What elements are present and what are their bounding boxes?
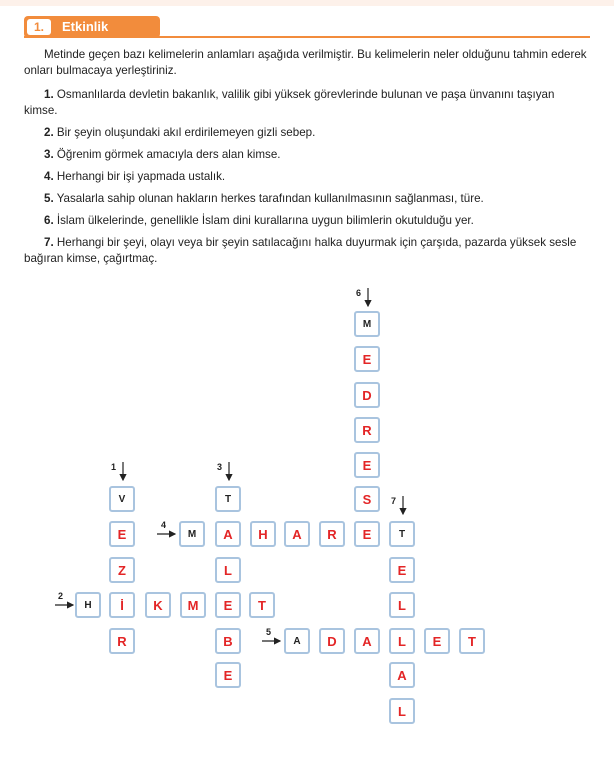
crossword-cell[interactable]: T [389, 521, 415, 547]
clue-6: 6. İslam ülkelerinde, genellikle İslam dini kurallarına uygun bilimlerin okutulduğu yer. [44, 214, 474, 227]
crossword-cell[interactable]: T [249, 592, 275, 618]
crossword-cell[interactable]: T [215, 486, 241, 512]
crossword-cell[interactable]: L [389, 592, 415, 618]
crossword-cell[interactable]: R [319, 521, 345, 547]
instructions: Metinde geçen bazı kelimelerin anlamları aşağıda verilmiştir. Bu kelimelerin neler olduğunu tahmin ederek onları bulmacaya yerleştiriniz. [24, 48, 587, 77]
clue-4: 4. Herhangi bir işi yapmada ustalık. [44, 170, 226, 183]
crossword-cell[interactable]: R [354, 417, 380, 443]
crossword-cell[interactable]: L [389, 698, 415, 724]
clue-1: 1. Osmanlılarda devletin bakanlık, valilik gibi yüksek görevlerinde bulunan ve paşa ünvanını taşıyan kimse. [24, 88, 555, 117]
crossword-cell[interactable]: R [109, 628, 135, 654]
crossword-cell[interactable]: E [215, 662, 241, 688]
activity-number: 1. [27, 19, 51, 35]
clue-2: 2. Bir şeyin oluşundaki akıl erdirilemeyen gizli sebep. [44, 126, 316, 139]
crossword-cell[interactable]: E [389, 557, 415, 583]
activity-title: Etkinlik [62, 19, 109, 34]
clue-label-5: 5 [266, 627, 272, 637]
crossword-cell[interactable]: E [354, 346, 380, 372]
crossword-cell[interactable]: M [179, 521, 205, 547]
crossword-cell[interactable]: M [180, 592, 206, 618]
crossword-cell[interactable]: K [145, 592, 171, 618]
crossword-cell[interactable]: V [109, 486, 135, 512]
crossword-cell[interactable]: E [354, 452, 380, 478]
clue-label-7: 7 [391, 496, 397, 506]
crossword-cell[interactable]: T [459, 628, 485, 654]
clue-label-4: 4 [161, 520, 167, 530]
clue-7: 7. Herhangi bir şeyi, olayı veya bir şeyin satılacağını halka duyurmak için çarşıda, pazarda yüksek sesle bağıran kimse, çağırtmaç. [24, 236, 577, 265]
crossword-cell[interactable]: H [250, 521, 276, 547]
clue-5: 5. Yasalarla sahip olunan hakların herkes tarafından kullanılmasının sağlanması, türe. [44, 192, 484, 205]
clue-3: 3. Öğrenim görmek amacıyla ders alan kimse. [44, 148, 281, 161]
crossword-cell[interactable]: D [319, 628, 345, 654]
clue-label-3: 3 [217, 462, 223, 472]
crossword-cell[interactable]: E [354, 521, 380, 547]
crossword-cell[interactable]: A [284, 521, 310, 547]
crossword-cell[interactable]: A [354, 628, 380, 654]
crossword-cell[interactable]: E [215, 592, 241, 618]
crossword-cell[interactable]: Z [109, 557, 135, 583]
crossword-cell[interactable]: E [424, 628, 450, 654]
crossword-cell[interactable]: L [215, 557, 241, 583]
crossword-cell[interactable]: A [215, 521, 241, 547]
crossword-cell[interactable]: L [389, 628, 415, 654]
crossword-cell[interactable]: İ [109, 592, 135, 618]
crossword-cell[interactable]: S [354, 486, 380, 512]
crossword-cell[interactable]: A [284, 628, 310, 654]
crossword-cell[interactable]: E [109, 521, 135, 547]
clue-label-6: 6 [356, 288, 362, 298]
clue-label-1: 1 [111, 462, 117, 472]
crossword-cell[interactable]: M [354, 311, 380, 337]
clue-label-2: 2 [58, 591, 64, 601]
crossword-cell[interactable]: A [389, 662, 415, 688]
crossword-cell[interactable]: B [215, 628, 241, 654]
crossword-cell[interactable]: H [75, 592, 101, 618]
crossword-cell[interactable]: D [354, 382, 380, 408]
